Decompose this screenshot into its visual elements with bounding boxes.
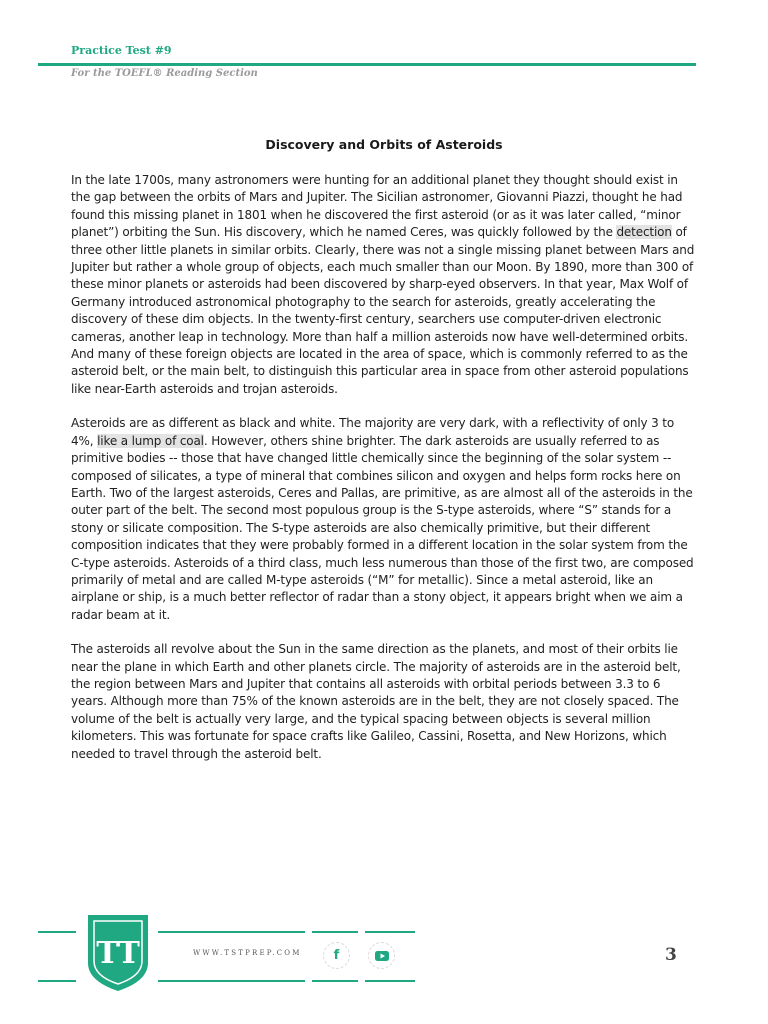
footer-line <box>312 980 358 982</box>
paragraph-1 <box>71 172 696 398</box>
header-subtitle: For the TOEFL® Reading Section <box>71 68 258 79</box>
youtube-icon[interactable] <box>368 942 395 969</box>
facebook-glyph: f <box>333 948 340 963</box>
footer-line <box>312 931 358 933</box>
footer-line <box>158 931 305 933</box>
highlighted-phrase-lump-of-coal[interactable]: like a lump of coal <box>97 433 204 448</box>
highlighted-word-detection[interactable]: detection <box>616 225 672 240</box>
article-body <box>71 172 696 780</box>
paragraph-3: The asteroids all revolve about the Sun in the same direction as the planets, and most of their orbits lie near the plane in which Earth and other planets circle. The majority of asteroids are in the asteroid belt, the region between Mars and Jupiter that contains all asteroids with orbital periods between 3.3 to 6 years. Although more than 75% of the known asteroids are in the belt, they are not closely spaced. The volume of the belt is actually very large, and the typical spacing between objects is several million kilometers. This was fortunate for space crafts like Galileo, Cassini, Rosetta, and New Horizons, which needed to travel through the asteroid belt. <box>71 642 681 761</box>
paragraph-2 <box>71 415 696 624</box>
website-link[interactable]: WWW.TSTPREP.COM <box>193 949 302 957</box>
youtube-play-icon <box>375 951 389 961</box>
paragraph-2-text-b: . However, others shine brighter. The dark asteroids are usually referred to as primitive bodies -- those that have changed little chemically since the beginning of the solar system -- composed of silicates, a type of mineral that combines silicon and oxygen and helps form rocks here on Earth. Two of the largest asteroids, Ceres and Pallas, are primitive, as are almost all of the asteroids in the outer part of the belt. The second most populous group is the S-type asteroids, where “S” stands for a stony or silicate composition. The S-type asteroids are also chemically primitive, but their different composition indicates that they were probably formed in a different location in the solar system from the C-type asteroids. Asteroids of a third class, much less numerous than those of the first two, are composed primarily of metal and are called M-type asteroids (“M” for metallic). Since a metal asteroid, like an airplane or ship, is a much better reflector of radar than a stony object, it appears bright when we aim a radar beam at it. <box>71 433 694 622</box>
paragraph-1-text-b: of three other little planets in similar orbits. Clearly, there was not a single missing planet between Mars and Jupiter but rather a whole group of objects, each much smaller than our Moon. By 1890, more than 300 of these minor planets or asteroids had been discovered by sharp-eyed observers. In that year, Max Wolf of Germany introduced astronomical photography to the search for asteroids, greatly accelerating the discovery of these dim objects. In the twenty-first century, searchers use computer-driven electronic cameras, another leap in technology. More than half a million asteroids now have well-determined orbits. And many of these foreign objects are located in the area of space, which is commonly referred to as the asteroid belt, or the main belt, to distinguish this particular area in space from other asteroid populations like near-Earth asteroids and trojan asteroids. <box>71 225 695 396</box>
logo-letters: TT <box>96 936 140 971</box>
facebook-icon[interactable] <box>323 942 350 969</box>
footer-line <box>38 980 76 982</box>
footer-line <box>365 931 415 933</box>
footer-line <box>158 980 305 982</box>
header-title: Practice Test #9 <box>71 44 172 57</box>
paragraph-1-text-a: In the late 1700s, many astronomers were hunting for an additional planet they thought should exist in the gap between the orbits of Mars and Jupiter. The Sicilian astronomer, Giovanni Piazzi, thought he had found this missing planet in 1801 when he discovered the first asteroid (or as it was later called, “minor planet”) orbiting the Sun. His discovery, which he named Ceres, was quickly followed by the <box>71 173 683 240</box>
article-title: Discovery and Orbits of Asteroids <box>265 137 503 152</box>
tst-logo-icon <box>84 913 152 997</box>
footer-line <box>38 931 76 933</box>
paragraph-2-text-a: Asteroids are as different as black and white. The majority are very dark, with a reflectivity of only 3 to 4%, <box>71 416 675 448</box>
footer-line <box>365 980 415 982</box>
header-divider <box>38 63 696 66</box>
page-number: 3 <box>665 945 677 965</box>
